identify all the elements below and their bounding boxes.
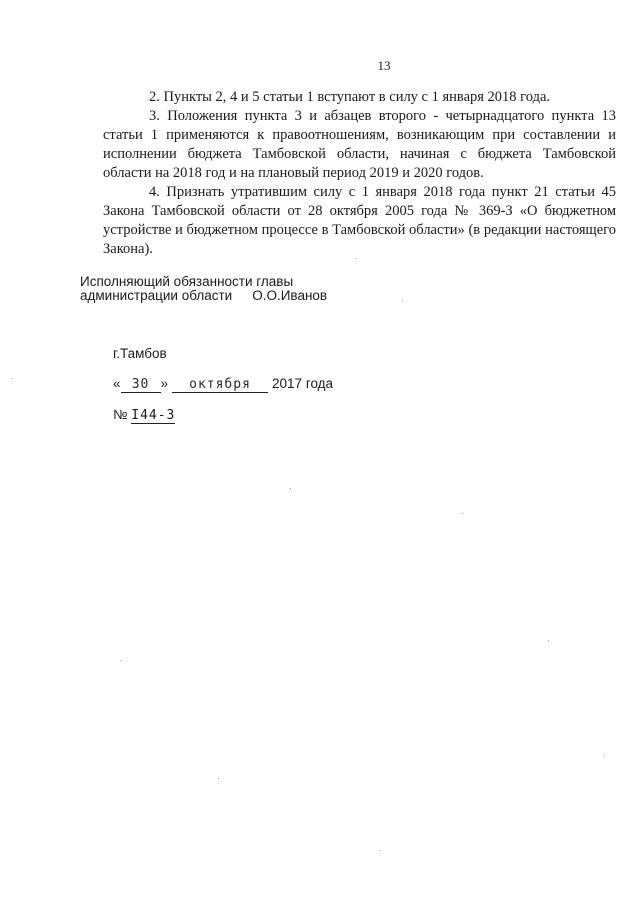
- scan-speck: [402, 300, 403, 301]
- date-open-quote: «: [113, 376, 121, 391]
- signatory-title-text: администрации области: [80, 288, 233, 303]
- scan-speck: [290, 488, 291, 489]
- scan-speck: [548, 640, 549, 641]
- law-number-suffix: -З: [157, 408, 176, 423]
- law-number-handwritten: [131, 408, 175, 424]
- date-year: 2017 года: [272, 376, 334, 391]
- signing-place: г.Тамбов: [113, 346, 167, 361]
- scan-speck: [380, 850, 381, 851]
- scan-speck: [120, 660, 121, 661]
- signatory-name: О.О.Иванов: [252, 288, 328, 303]
- scan-speck: [462, 513, 463, 514]
- date-day-handwritten: 30: [121, 377, 161, 393]
- law-body-text: [103, 88, 616, 259]
- scan-speck: [356, 258, 357, 259]
- number-sign: №: [113, 407, 128, 422]
- date-month-handwritten: октября: [172, 377, 268, 393]
- scan-speck: [218, 778, 219, 779]
- signing-date: [113, 376, 333, 393]
- signatory-title-line1: Исполняющий обязанности главы: [80, 274, 294, 289]
- signatory-title-line2: [80, 289, 327, 303]
- scan-speck: [12, 378, 13, 379]
- paragraph-4: 4. Признать утратившим силу с 1 января 2018 года пункт 21 статьи 45 Закона Тамбовской области от 28 октября 2005 года № 369-З «О бюджетном устройстве и бюджетном процессе в Тамбовской области» (в редакции настоящего Закона).: [103, 184, 616, 257]
- date-close-quote: »: [160, 376, 169, 391]
- paragraph-3: 3. Положения пункта 3 и абзацев второго - четырнадцатого пункта 13 статьи 1 применяются к правоотношениям, возникающим при составлении и исполнении бюджета Тамбовской области, начиная с бюджета Тамбовской области на 2018 год и на плановый период 2019 и 2020 годов.: [103, 108, 616, 181]
- law-number-value: I44: [131, 408, 158, 423]
- scan-speck: [604, 755, 605, 756]
- page-number: 13: [377, 58, 391, 73]
- signature-block: [80, 275, 327, 303]
- law-number: [113, 407, 175, 424]
- paragraph-2: 2. Пункты 2, 4 и 5 статьи 1 вступают в силу с 1 января 2018 года.: [149, 89, 551, 105]
